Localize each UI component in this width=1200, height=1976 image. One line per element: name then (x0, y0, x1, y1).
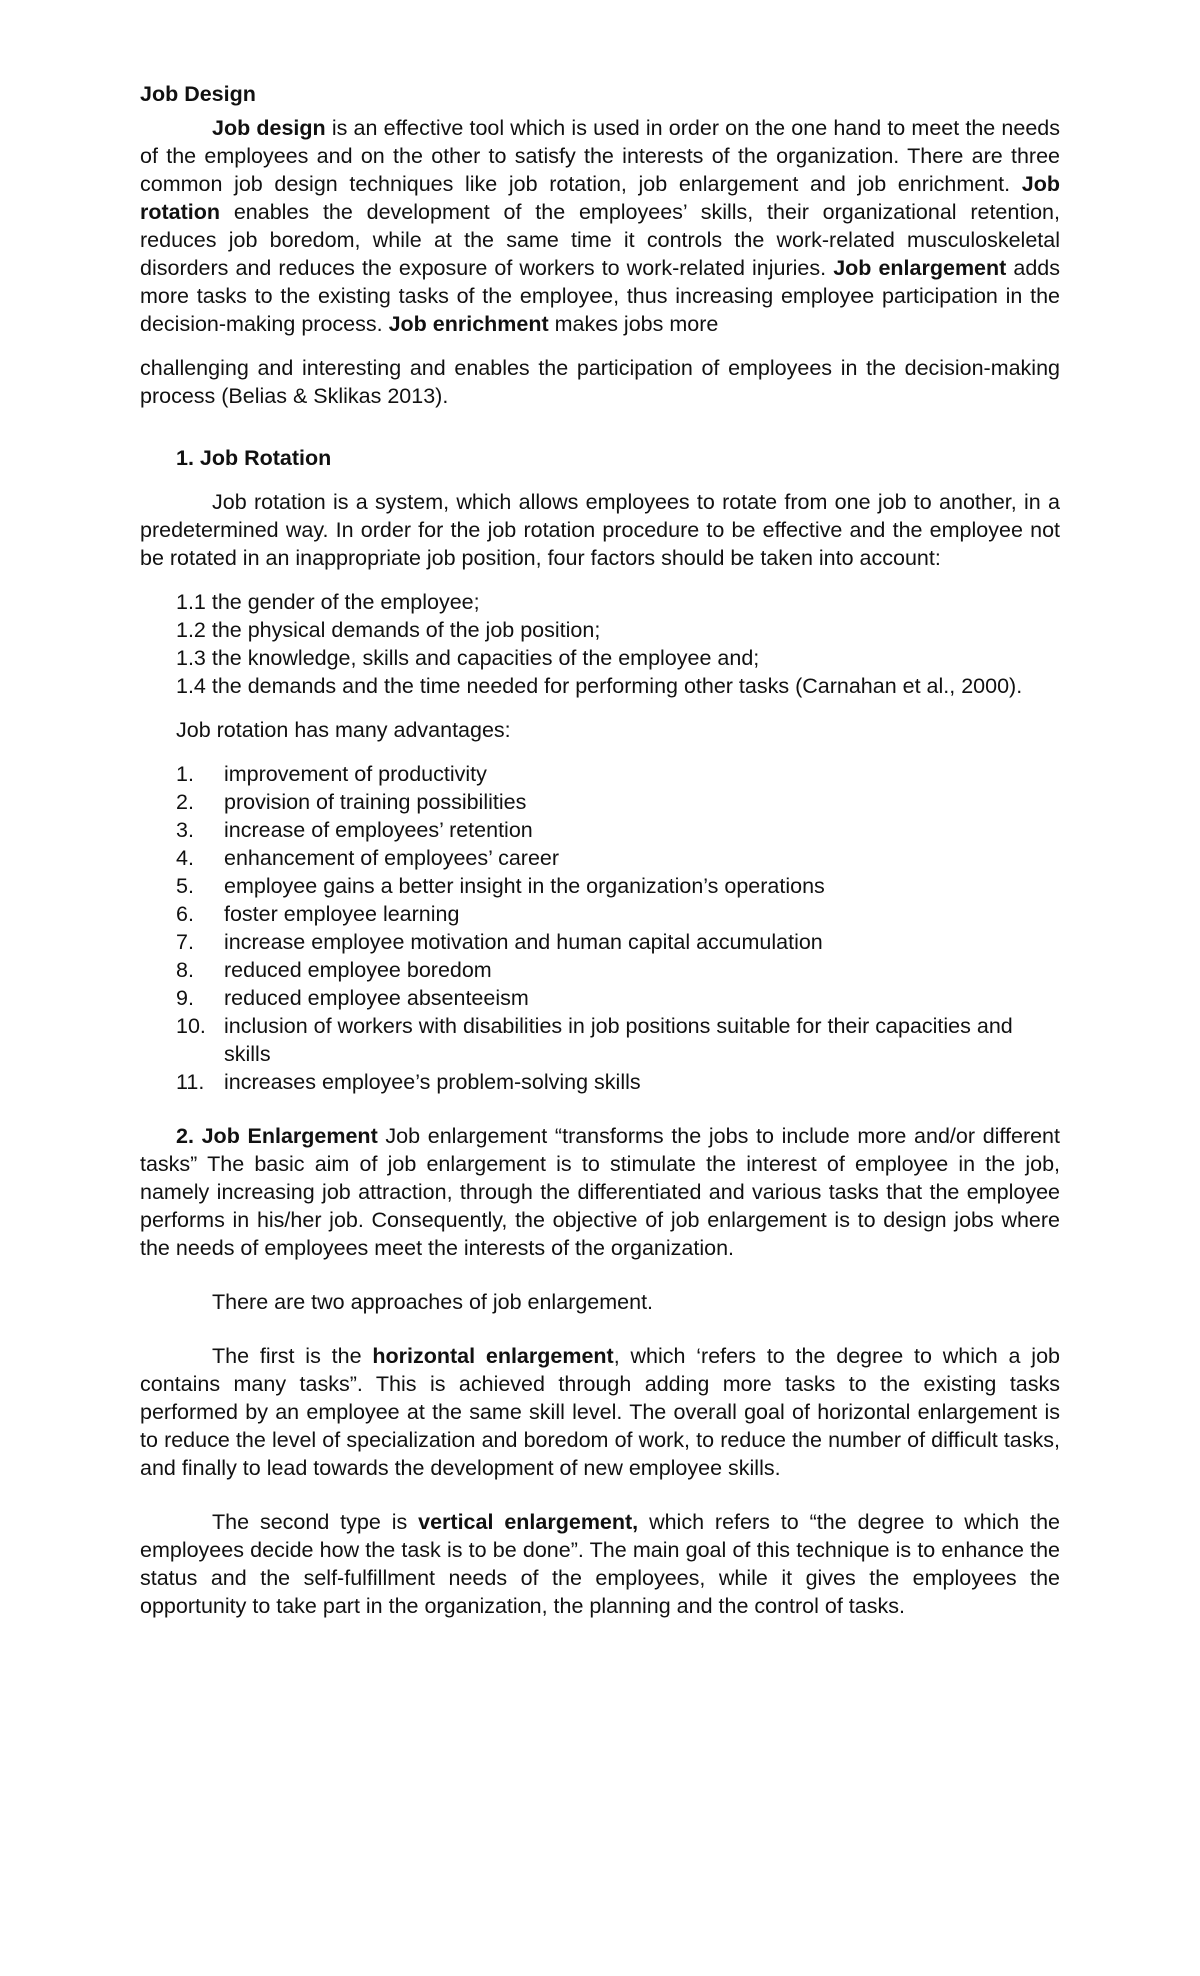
term-job-enrichment: Job enrichment (388, 312, 549, 336)
intro-paragraph (140, 114, 1060, 338)
list-item: 3. increase of employees’ retention (176, 818, 533, 842)
document-page (140, 80, 1060, 1620)
intro-text-4: makes jobs more (548, 312, 719, 336)
vertical-enlargement-paragraph (140, 1508, 1060, 1620)
list-item: 10. inclusion of workers with disabilities in job positions suitable for their capacities and skills (176, 1014, 1013, 1066)
section-heading-job-rotation: 1. Job Rotation (176, 446, 332, 470)
term-job-enlargement: Job enlargement (833, 256, 1007, 280)
horizontal-text-1: The first is the (212, 1344, 373, 1368)
intro-continuation: challenging and interesting and enables the participation of employees in the decision-making process (Belias & Sklikas 2013). (140, 356, 1060, 408)
advantages-intro: Job rotation has many advantages: (176, 718, 511, 742)
term-vertical-enlargement: vertical enlargement, (418, 1510, 639, 1534)
enlargement-text: Job enlargement “transforms the jobs to include more and/or different tasks” The basic aim of job enlargement is to stimulate the interest of employee in the job, namely increasing job attraction, through the differentiated and various tasks that the employee performs in his/her job. Consequently, the objective of job enlargement is to design jobs where the needs of employees meet the interests of the organization. (140, 1124, 1060, 1260)
factor-item: 1.4 the demands and the time needed for performing other tasks (Carnahan et al., 2000). (176, 674, 1023, 698)
term-job-design: Job design (212, 116, 326, 140)
intro-text-2: enables the development of the employees’ skills, their organizational retention, reduces job boredom, while at the same time it controls the work-related musculoskeletal disorders and reduces the exposure of workers to work-related injuries. (140, 200, 1060, 280)
factor-item: 1.2 the physical demands of the job position; (176, 618, 601, 642)
vertical-text-2: which refers to “the degree to which the employees decide how the task is to be done”. The main goal of this technique is to enhance the status and the self-fulfillment needs of the employees, while it gives the employees the opportunity to take part in the organization, the planning and the control of tasks. (140, 1510, 1060, 1618)
term-job-rotation: Job rotation (140, 172, 1060, 224)
approaches-line: There are two approaches of job enlargement. (212, 1290, 654, 1314)
horizontal-text-2: , which ‘refers to the degree to which a job contains many tasks”. This is achieved through adding more tasks to the existing tasks performed by an employee at the same skill level. The overall goal of horizontal enlargement is to reduce the level of specialization and boredom of work, to reduce the number of difficult tasks, and finally to lead towards the development of new employee skills. (140, 1344, 1060, 1480)
enlargement-paragraph (140, 1122, 1060, 1262)
factor-item: 1.3 the knowledge, skills and capacities of the employee and; (176, 646, 760, 670)
list-item: 6. foster employee learning (176, 902, 460, 926)
list-item: 8. reduced employee boredom (176, 958, 492, 982)
intro-text-1: is an effective tool which is used in order on the one hand to meet the needs of the employees and on the other to satisfy the interests of the organization. There are three common job design techniques like job rotation, job enlargement and job enrichment. (140, 116, 1061, 196)
list-item: 4. enhancement of employees’ career (176, 846, 560, 870)
factor-list (140, 588, 1060, 700)
intro-text-3: adds more tasks to the existing tasks of the employee, thus increasing employee participation in the decision-making process. (140, 256, 1060, 336)
list-item: 5. employee gains a better insight in the organization’s operations (176, 874, 825, 898)
list-item: 7. increase employee motivation and human capital accumulation (176, 930, 823, 954)
term-horizontal-enlargement: horizontal enlargement (372, 1344, 614, 1368)
factor-item: 1.1 the gender of the employee; (176, 590, 480, 614)
vertical-text-1: The second type is (212, 1510, 419, 1534)
list-item: 9. reduced employee absenteeism (176, 986, 529, 1010)
list-item: 1. improvement of productivity (176, 762, 487, 786)
list-item: 11. increases employee’s problem-solving skills (176, 1070, 641, 1094)
page-title: Job Design (140, 82, 256, 106)
horizontal-enlargement-paragraph (140, 1342, 1060, 1482)
advantages-list (140, 760, 1060, 1096)
section-heading-job-enlargement: 2. Job Enlargement (176, 1124, 378, 1148)
list-item: 2. provision of training possibilities (176, 790, 527, 814)
rotation-paragraph: Job rotation is a system, which allows employees to rotate from one job to another, in a predetermined way. In order for the job rotation procedure to be effective and the employee not be rotated in an inappropriate job position, four factors should be taken into account: (140, 490, 1060, 570)
